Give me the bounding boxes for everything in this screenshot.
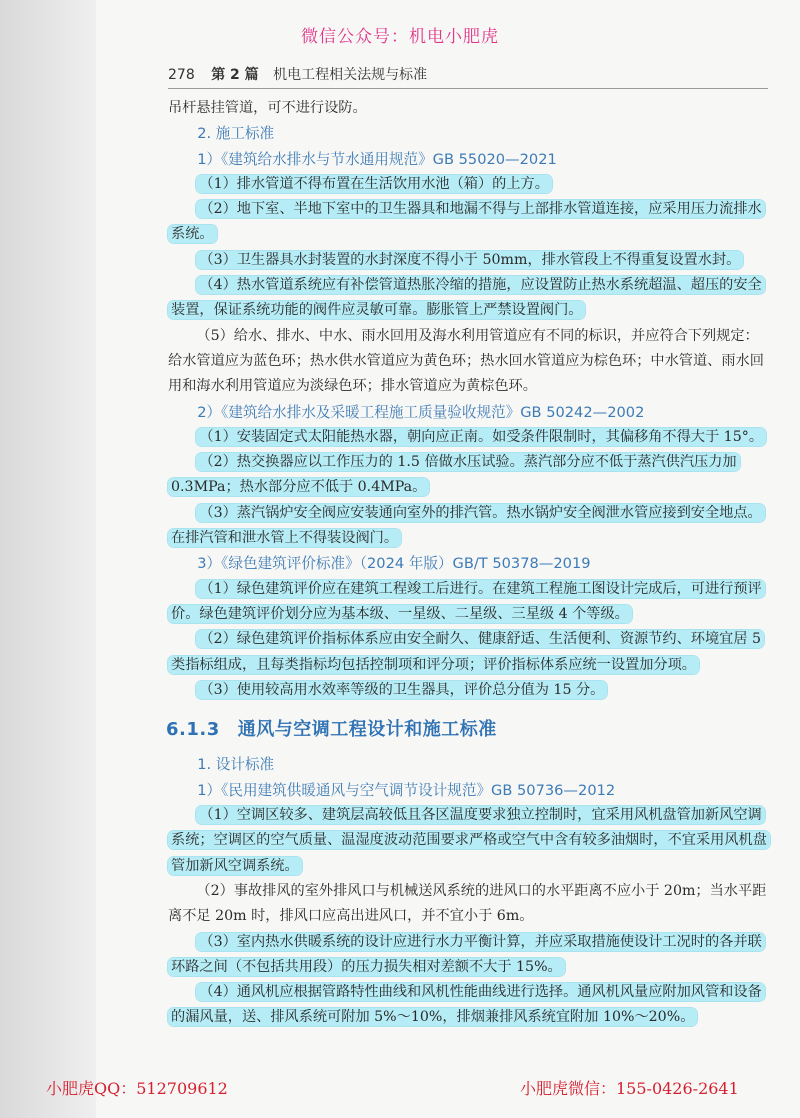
heading-construction-standards: 2. 施工标准: [197, 125, 275, 143]
standard-title-gb50736: 1）《民用建筑供暖通风与空气调节设计规范》GB 50736—2012: [197, 781, 616, 799]
book-gutter-shadow: [0, 0, 96, 1118]
highlighted-text: （1）排水管道不得布置在生活饮用水池（箱）的上方。: [196, 175, 552, 193]
clause: [168, 803, 768, 879]
page-number: 278: [168, 67, 195, 83]
page-content: [168, 96, 768, 1031]
highlighted-text: （4）热水管道系统应有补偿管道热胀冷缩的措施，应设置防止热水系统超温、超压的安全装置，保证系统功能的阀件应灵敏可靠。膨胀管上严禁设置阀门。: [168, 276, 765, 319]
clause: [168, 980, 768, 1031]
highlighted-text: （3）卫生器具水封装置的水封深度不得小于 50mm，排水管段上不得重复设置水封。: [196, 251, 743, 269]
highlighted-text: （2）热交换器应以工作压力的 1.5 倍做水压试验。蒸汽部分应不低于蒸汽供汽压力加 0.3MPa；热水部分应不低于 0.4MPa。: [168, 453, 740, 496]
watermark-top: 微信公众号：机电小肥虎: [301, 27, 499, 47]
highlighted-text: （2）绿色建筑评价指标体系应由安全耐久、健康舒适、生活便利、资源节约、环境宜居 5 类指标组成，且每类指标均包括控制项和评分项；评价指标体系应统一设置加分项。: [168, 630, 764, 673]
clause: [168, 172, 768, 197]
highlighted-text: （3）蒸汽锅炉安全阀应安装通向室外的排汽管。热水锅炉安全阀泄水管应接到安全地点。在排汽管和泄水管上不得装设阀门。: [168, 504, 765, 547]
clause: （2）事故排风的室外排风口与机械送风系统的进风口的水平距离不应小于 20m；当水平距离不足 20m 时，排风口应高出进风口，并不宜小于 6m。: [168, 882, 767, 925]
clause: （5）给水、排水、中水、雨水回用及海水利用管道应有不同的标识，并应符合下列规定：给水管道应为蓝色环；热水供水管道应为黄色环；热水回水管道应为棕色环；中水管道、雨水回用和海水利用管道应为淡绿色环；排水管道应为黄棕色环。: [168, 327, 764, 395]
header-rule: [168, 88, 768, 89]
clause: [168, 678, 768, 703]
section-heading: [166, 717, 768, 742]
highlighted-text: （2）地下室、半地下室中的卫生器具和地漏不得与上部排水管道连接，应采用压力流排水系统。: [168, 200, 765, 243]
clause: [168, 273, 768, 324]
highlighted-text: （3）室内热水供暖系统的设计应进行水力平衡计算，并应采取措施使设计工况时的各并联环路之间（不包括共用段）的压力损失相对差额不大于 15%。: [168, 933, 765, 976]
running-header: [168, 64, 768, 84]
highlighted-text: （4）通风机应根据管路特性曲线和风机性能曲线进行选择。通风机风量应附加风管和设备的漏风量，送、排风系统可附加 5%～10%，排烟兼排风系统宜附加 10%～20%。: [168, 983, 765, 1026]
clause: [168, 501, 768, 552]
header-title: 机电工程相关法规与标准: [273, 67, 428, 83]
highlighted-text: （3）使用较高用水效率等级的卫生器具，评价总分值为 15 分。: [196, 681, 607, 699]
clause: [168, 197, 768, 248]
clause: [168, 248, 768, 273]
heading-design-standards: 1. 设计标准: [197, 756, 275, 774]
section-number: 6.1.3: [166, 719, 220, 741]
standard-title-gb55020: 1）《建筑给水排水与节水通用规范》GB 55020—2021: [197, 150, 557, 168]
watermark-bottom-right: 小肥虎微信：155-0426-2641: [520, 1079, 739, 1098]
section-title: 通风与空调工程设计和施工标准: [237, 719, 497, 741]
watermark-bottom-left: 小肥虎QQ：512709612: [46, 1079, 228, 1098]
clause: [168, 425, 768, 450]
clause: [168, 627, 768, 678]
highlighted-text: （1）安装固定式太阳能热水器，朝向应正南。如受条件限制时，其偏移角不得大于 15°。: [196, 428, 766, 446]
standard-title-gb50242: 2）《建筑给水排水及采暖工程施工质量验收规范》GB 50242—2002: [197, 403, 645, 421]
clause: [168, 450, 768, 501]
part-label: 第 2 篇: [211, 67, 259, 83]
paragraph-intro: 吊杆悬挂管道，可不进行设防。: [168, 100, 367, 116]
standard-title-gbt50378: 3）《绿色建筑评价标准》（2024 年版）GB/T 50378—2019: [197, 555, 591, 573]
clause: [168, 930, 768, 981]
highlighted-text: （1）空调区较多、建筑层高较低且各区温度要求独立控制时，宜采用风机盘管加新风空调系统；空调区的空气质量、温湿度波动范围要求严格或空气中含有较多油烟时，不宜采用风机盘管加新风空调系统。: [168, 806, 770, 875]
clause: [168, 577, 768, 628]
highlighted-text: （1）绿色建筑评价应在建筑工程竣工后进行。在建筑工程施工图设计完成后，可进行预评价。绿色建筑评价划分应为基本级、一星级、二星级、三星级 4 个等级。: [168, 580, 765, 623]
